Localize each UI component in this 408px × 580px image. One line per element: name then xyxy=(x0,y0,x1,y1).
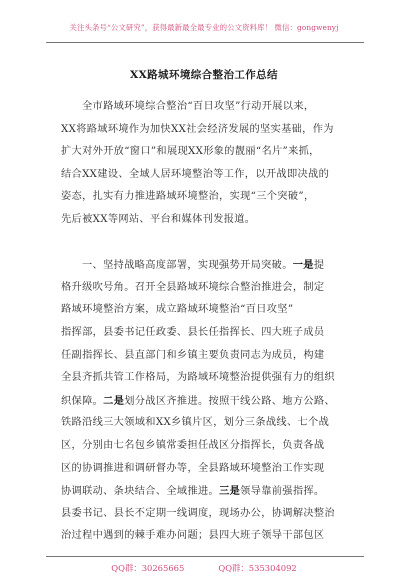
footer-divider xyxy=(46,556,364,557)
body-line: 指挥部，县委书记任政委、县长任指挥长、四大班子成员 xyxy=(61,326,325,338)
body-line: 全市路域环境综合整治“百日攻坚”行动开展以来， xyxy=(82,101,315,112)
paragraph-gap xyxy=(61,232,357,255)
body-run: 织保障。 xyxy=(61,395,104,407)
body-run: 提 xyxy=(313,260,325,272)
body-line: 区的协调推进和调研督办等，全县路域环境整治工作实现 xyxy=(61,462,325,474)
emphasis-run: 三是 xyxy=(219,485,241,498)
emphasis-run: 一是 xyxy=(292,259,314,272)
body-line: 治过程中遇到的棘手难办问题；县四大班子领导干部包区 xyxy=(61,530,325,542)
body-line: 任副指挥长、县直部门和乡镇主要负责同志为成员，构建 xyxy=(61,349,325,361)
body-run: 划分战区齐推进。按照干线公路、地方公路、 xyxy=(124,395,335,407)
body-run: 领导靠前强指挥。 xyxy=(240,486,325,498)
document-title: XX路城环境综合整治工作总结 xyxy=(130,69,278,81)
body-line: 结合XX建设、全域人居环境整治等工作，以开战即决战的 xyxy=(61,168,330,180)
body-line: 路域环境整治方案，成立路域环境整治“百日攻坚” xyxy=(61,304,294,316)
body-line: 全县齐抓共管工作格局，为路域环境整治提供强有力的组织 xyxy=(61,372,335,384)
emphasis-run: 二是 xyxy=(103,394,125,407)
body-line: 区，分别由七名包乡镇常委担任战区分指挥长，负责各战 xyxy=(61,439,325,451)
body-line xyxy=(61,390,357,413)
footer xyxy=(0,562,408,574)
body-line: 县委书记、县长不定期一线调度，现场办公，协调解决整治 xyxy=(61,507,335,519)
body-line: 格升级吹号角。召开全县路域环境综合整治推进会，制定 xyxy=(61,281,325,293)
footer-qq-group-1: QQ群：30265665 xyxy=(111,563,185,573)
body-run: 协调联动、条块结合、全域推进。 xyxy=(61,486,220,498)
document-body xyxy=(61,96,357,548)
body-line: 先后被XX等网站、平台和媒体刊发报道。 xyxy=(61,213,256,225)
header-divider xyxy=(46,42,364,43)
body-run: 一、坚持战略高度部署，实现强势开局突破。 xyxy=(82,260,293,272)
body-line: XX将路域环境作为加快XX社会经济发展的坚实基础，作为 xyxy=(61,123,334,135)
body-line: 姿态，扎实有力推进路域环境整治，实现“三个突破”， xyxy=(61,191,315,203)
body-line xyxy=(61,480,357,503)
body-line xyxy=(61,254,357,277)
body-line: 扩大对外开放“窗口”和展现XX形象的靓丽“名片”来抓， xyxy=(61,146,320,158)
footer-qq-group-2: QQ群：535304092 xyxy=(218,563,297,573)
header-banner: 关注头条号“公文研究”，获得最新最全最专业的公文资料库！ 微信：gongwenyj xyxy=(69,23,339,32)
body-line: 铁路沿线三大领域和XX乡镇片区，划分三条战线、七个战 xyxy=(61,417,330,429)
